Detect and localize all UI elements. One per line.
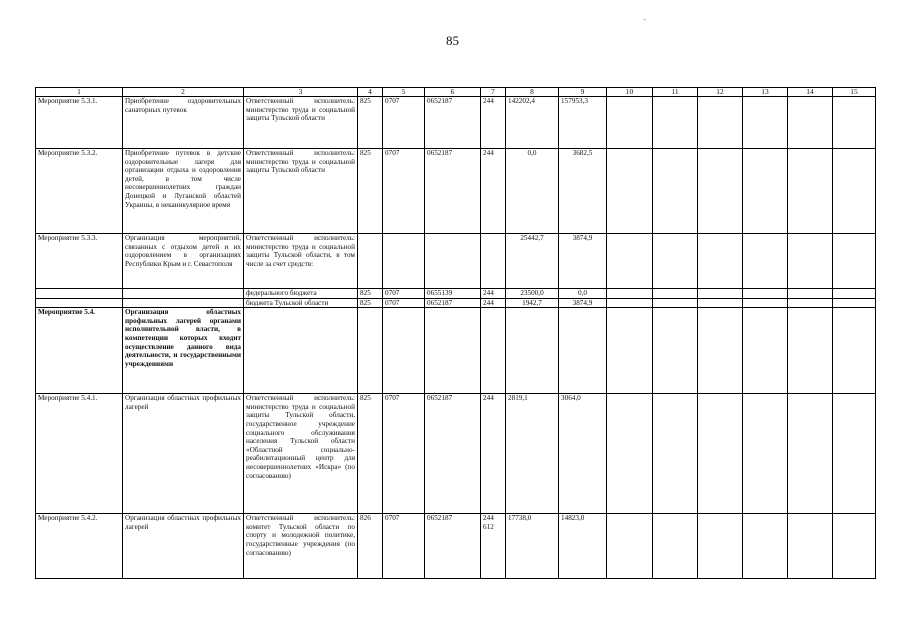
measure-code: Мероприятие 5.3.3. xyxy=(36,234,123,289)
amount-col8: 0,0 xyxy=(506,149,559,234)
expense-type-code: 244 xyxy=(481,298,506,308)
responsible-executor: Ответственный исполнитель: министерство труда и социальной защиты Тульской области, государственное учреждение социального обслуживания населения Тульской области «Областной социально-реабилитационный центр для несовершеннолетних «Искра» (по согласованию) xyxy=(244,394,358,514)
ministry-code: 826 xyxy=(358,514,383,579)
amount-col8: 1942,7 xyxy=(506,298,559,308)
section-code: 0707 xyxy=(383,149,425,234)
column-header: 15 xyxy=(833,88,876,97)
target-article-code: 0652187 xyxy=(425,97,481,149)
amount-col9: 14823,0 xyxy=(559,514,607,579)
page-number: 85 xyxy=(446,33,459,48)
table-row xyxy=(36,234,876,289)
column-header: 7 xyxy=(481,88,506,97)
ministry-code: 825 xyxy=(358,298,383,308)
measure-description: Организация областных профильных лагерей органами исполнительной власти, в компетенции которых входит осуществление данного вида деятельности, и государственными учреждениями xyxy=(123,308,244,394)
section-code: 0707 xyxy=(383,298,425,308)
expense-type-code: 244 xyxy=(481,394,506,514)
section-code: 0707 xyxy=(383,514,425,579)
target-article-code xyxy=(425,234,481,289)
ministry-code xyxy=(358,234,383,289)
column-number-row xyxy=(36,88,876,97)
measure-code: Мероприятие 5.4.2. xyxy=(36,514,123,579)
budget-table xyxy=(35,87,876,579)
expense-type-code: 244 xyxy=(481,149,506,234)
amount-col8: 17738,0 xyxy=(506,514,559,579)
column-header: 10 xyxy=(607,88,653,97)
table-row xyxy=(36,394,876,514)
column-header: 4 xyxy=(358,88,383,97)
target-article-code: 0652187 xyxy=(425,394,481,514)
target-article-code: 0652187 xyxy=(425,298,481,308)
table-row xyxy=(36,298,876,308)
responsible-executor: Ответственный исполнитель: комитет Тульской области по спорту и молодежной политике, государственные учреждения (по согласованию) xyxy=(244,514,358,579)
ministry-code: 825 xyxy=(358,97,383,149)
target-article-code: 0652187 xyxy=(425,149,481,234)
section-code: 0707 xyxy=(383,97,425,149)
expense-type-code: 244 xyxy=(481,289,506,299)
column-header: 11 xyxy=(653,88,698,97)
measure-description: Организация областных профильных лагерей xyxy=(123,394,244,514)
table-row xyxy=(36,308,876,394)
responsible-executor: Ответственный исполнитель: министерство труда и социальной защиты Тульской области, в том числе за счет средств: xyxy=(244,234,358,289)
column-header: 5 xyxy=(383,88,425,97)
ministry-code: 825 xyxy=(358,149,383,234)
responsible-executor: Ответственный исполнитель: министерство труда и социальной защиты Тульской области xyxy=(244,97,358,149)
table-row xyxy=(36,97,876,149)
ministry-code: 825 xyxy=(358,394,383,514)
column-header: 8 xyxy=(506,88,559,97)
column-header: 14 xyxy=(788,88,833,97)
column-header: 9 xyxy=(559,88,607,97)
measure-description: Организация мероприятий, связанных с отдыхом детей и их оздоровлением в организациях Республики Крым и г. Севастополя xyxy=(123,234,244,289)
amount-col9: 157953,3 xyxy=(559,97,607,149)
column-header: 3 xyxy=(244,88,358,97)
section-code xyxy=(383,234,425,289)
amount-col9: 3874,9 xyxy=(559,298,607,308)
target-article-code: 0652187 xyxy=(425,514,481,579)
amount-col9: 0,0 xyxy=(559,289,607,299)
target-article-code: 0655139 xyxy=(425,289,481,299)
measure-code: Мероприятие 5.3.1. xyxy=(36,97,123,149)
table-row xyxy=(36,149,876,234)
table-row xyxy=(36,514,876,579)
amount-col8: 25442,7 xyxy=(506,234,559,289)
responsible-executor: Ответственный исполнитель: министерство труда и социальной защиты Тульской области xyxy=(244,149,358,234)
amount-col8: 23500,0 xyxy=(506,289,559,299)
measure-code: Мероприятие 5.4.1. xyxy=(36,394,123,514)
section-code: 0707 xyxy=(383,289,425,299)
measure-code: Мероприятие 5.3.2. xyxy=(36,149,123,234)
ministry-code: 825 xyxy=(358,289,383,299)
amount-col8: 2819,1 xyxy=(506,394,559,514)
measure-code: Мероприятие 5.4. xyxy=(36,308,123,394)
column-header: 2 xyxy=(123,88,244,97)
amount-col8: 142202,4 xyxy=(506,97,559,149)
measure-description: Приобретение путевок в детские оздоровительные лагеря для организации отдыха и оздоровления детей, в том числе несовершеннолетних граждан Донецкой и Луганской областей Украины, в неканикулярное время xyxy=(123,149,244,234)
measure-description: Организация областных профильных лагерей xyxy=(123,514,244,579)
expense-type-code: 244 612 xyxy=(481,514,506,579)
measure-description: Приобретение оздоровительных санаторных путевок xyxy=(123,97,244,149)
amount-col9: 3064,0 xyxy=(559,394,607,514)
section-code: 0707 xyxy=(383,394,425,514)
corner-mark: - xyxy=(643,14,646,24)
column-header: 6 xyxy=(425,88,481,97)
funding-source: бюджета Тульской области xyxy=(244,298,358,308)
amount-col9: 3874,9 xyxy=(559,234,607,289)
amount-col9: 3682,5 xyxy=(559,149,607,234)
expense-type-code xyxy=(481,234,506,289)
column-header: 1 xyxy=(36,88,123,97)
column-header: 13 xyxy=(743,88,788,97)
expense-type-code: 244 xyxy=(481,97,506,149)
funding-source: федерального бюджета xyxy=(244,289,358,299)
column-header: 12 xyxy=(698,88,743,97)
table-row xyxy=(36,289,876,299)
